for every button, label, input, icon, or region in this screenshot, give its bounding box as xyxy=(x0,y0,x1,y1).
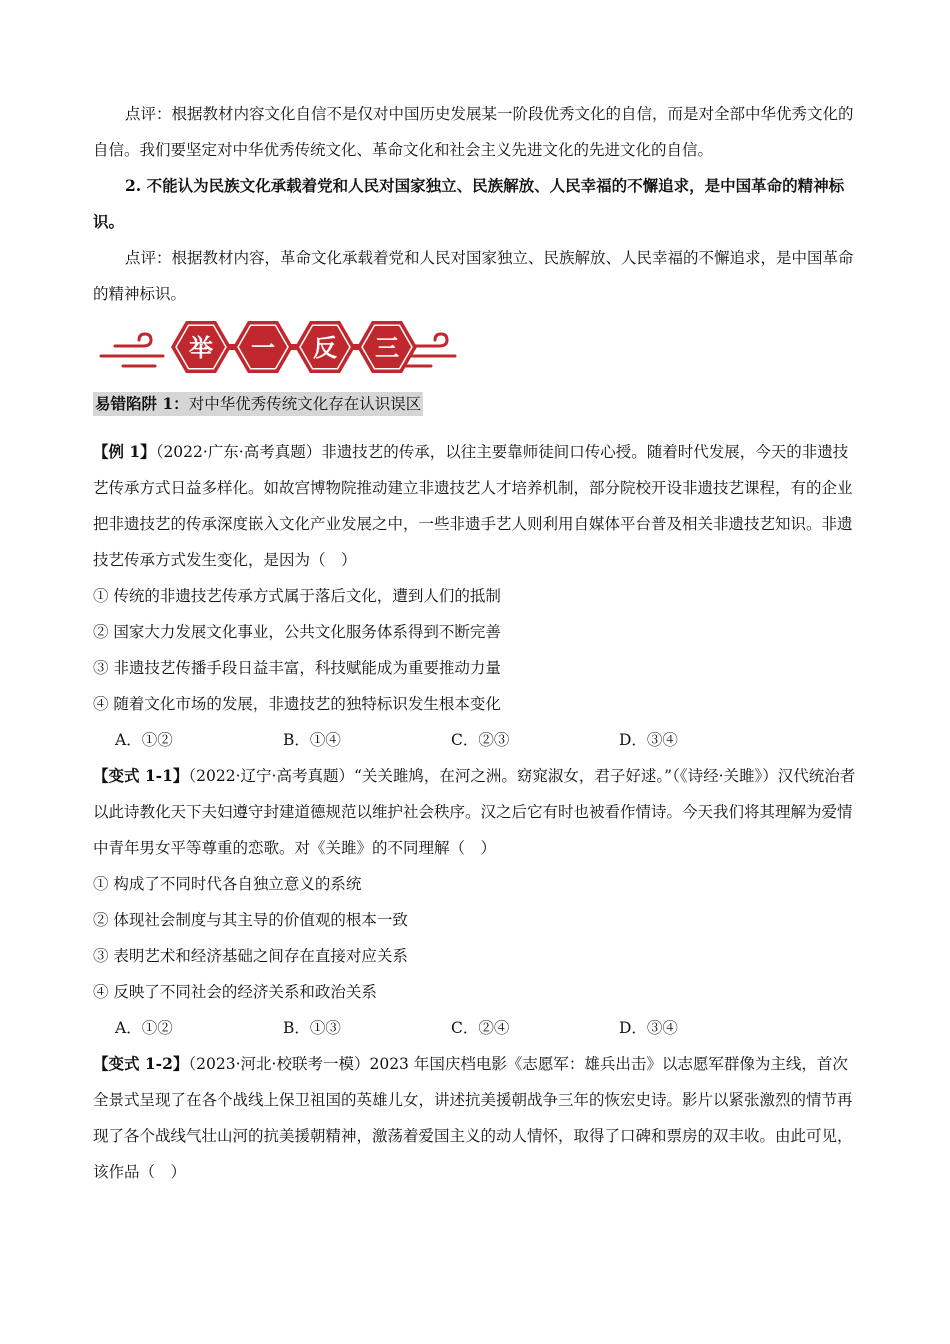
cloud-swirl-right xyxy=(411,334,447,346)
item-2: 2. 不能认为民族文化承载着党和人民对国家独立、民族解放、人民幸福的不懈追求，是中国革命的精神标识。 xyxy=(93,176,845,231)
option-b: B．①④ xyxy=(283,731,341,749)
option-c: C．②④ xyxy=(451,1019,510,1037)
banner-char: 一 xyxy=(251,334,275,362)
answer-options xyxy=(93,1010,858,1046)
statement: ② 体现社会制度与其主导的价值观的根本一致 xyxy=(93,911,408,929)
question-tag: 【例 1】 xyxy=(93,442,156,461)
trap-text: 对中华优秀传统文化存在认识误区 xyxy=(188,395,422,413)
statement: ④ 随着文化市场的发展，非遗技艺的独特标识发生根本变化 xyxy=(93,695,501,713)
question-stem: “关关雎鸠，在河之洲。窈窕淑女，君子好逑。”（《诗经·关雎》）汉代统治者以此诗教化天下夫妇遵守封建道德规范以维护社会秩序。汉之后它有时也被看作情诗。今天我们将其理解为爱情中青年男女平等尊重的恋歌。对《关雎》的不同理解（ ） xyxy=(93,767,856,857)
banner-char: 反 xyxy=(313,334,337,362)
comment-label: 点评： xyxy=(125,105,172,123)
statement: ① 构成了不同时代各自独立意义的系统 xyxy=(93,875,362,893)
section-banner xyxy=(93,314,858,380)
comment-1 xyxy=(93,96,858,168)
variant-1-1-stem xyxy=(93,758,858,866)
comment-text: 根据教材内容，革命文化承载着党和人民对国家独立、民族解放、人民幸福的不懈追求，是中国革命的精神标识。 xyxy=(93,249,854,303)
statement: ① 传统的非遗技艺传承方式属于落后文化，遭到人们的抵制 xyxy=(93,587,501,605)
variant-1-2-stem xyxy=(93,1046,858,1190)
trap-highlight xyxy=(93,392,423,416)
content-area xyxy=(93,96,858,1190)
banner-char: 三 xyxy=(375,334,399,362)
comment-2 xyxy=(93,240,858,312)
question-tag: 【变式 1-2】 xyxy=(93,1054,189,1073)
option-d: D．③④ xyxy=(619,1019,678,1037)
option-b: B．①③ xyxy=(283,1019,341,1037)
comment-label: 点评： xyxy=(125,249,172,267)
trap-label: 易错陷阱 1： xyxy=(95,394,189,413)
cloud-swirl-left xyxy=(115,334,151,346)
option-d: D．③④ xyxy=(619,731,678,749)
statement: ② 国家大力发展文化事业，公共文化服务体系得到不断完善 xyxy=(93,623,501,641)
option-a: A．①② xyxy=(115,1019,173,1037)
banner-char: 举 xyxy=(189,334,213,362)
question-tag: 【变式 1-1】 xyxy=(93,766,189,785)
statement: ③ 表明艺术和经济基础之间存在直接对应关系 xyxy=(93,947,408,965)
question-stem: 2023 年国庆档电影《志愿军：雄兵出击》以志愿军群像为主线，首次全景式呈现了在各个战线上保卫祖国的英雄儿女，讲述抗美援朝战争三年的恢宏史诗。影片以紧张激烈的情节再现了各个战线气壮山河的抗美援朝精神，激荡着爱国主义的动人情怀，取得了口碑和票房的双丰收。由此可见，该作品（ ） xyxy=(93,1055,853,1181)
question-source: （2023·河北·校联考一模） xyxy=(188,1055,370,1073)
comment-text: 根据教材内容文化自信不是仅对中国历史发展某一阶段优秀文化的自信，而是对全部中华优秀文化的自信。我们要坚定对中华优秀传统文化、革命文化和社会主义先进文化的先进文化的自信。 xyxy=(93,105,854,159)
option-a: A．①② xyxy=(115,731,173,749)
option-c: C．②③ xyxy=(451,731,510,749)
statement: ④ 反映了不同社会的经济关系和政治关系 xyxy=(93,983,377,1001)
banner-graphic xyxy=(93,314,463,380)
example-1-stem xyxy=(93,434,858,578)
question-source: （2022·辽宁·高考真题） xyxy=(188,767,354,785)
question-stem: 非遗技艺的传承，以往主要靠师徒间口传心授。随着时代发展，今天的非遗技艺传承方式日益多样化。如故宫博物院推动建立非遗技艺人才培养机制，部分院校开设非遗技艺课程，有的企业把非遗技艺的传承深度嵌入文化产业发展之中，一些非遗手艺人则利用自媒体平台普及相关非遗技艺知识。非遗技艺传承方式发生变化，是因为（ ） xyxy=(93,443,853,569)
trap-heading xyxy=(93,386,858,416)
statement: ③ 非遗技艺传播手段日益丰富，科技赋能成为重要推动力量 xyxy=(93,659,501,677)
question-source: （2022·广东·高考真题） xyxy=(155,443,322,461)
answer-options xyxy=(93,722,858,758)
